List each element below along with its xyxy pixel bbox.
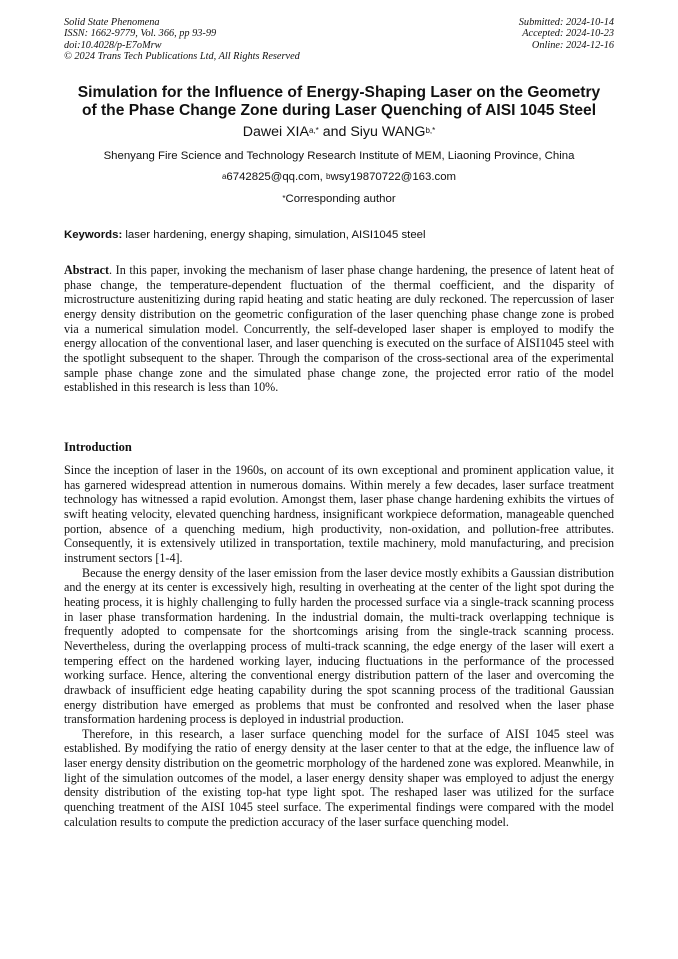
abstract-paragraph <box>64 263 614 395</box>
title-line-2: of the Phase Change Zone during Laser Quenching of AISI 1045 Steel <box>81 101 597 119</box>
abstract-label: Abstract <box>64 263 110 277</box>
author-wang-affil-mark: b,* <box>425 126 436 135</box>
email-a[interactable]: 6742825@qq.com, <box>226 171 327 183</box>
email-line <box>0 171 678 184</box>
abstract-section <box>64 263 614 395</box>
journal-name: Solid State Phenomena <box>64 17 160 28</box>
email-b[interactable]: wsy19870722@163.com <box>330 171 457 183</box>
keywords-line <box>64 229 614 242</box>
journal-info <box>64 17 300 63</box>
title-line-1: Simulation for the Influence of Energy-Shaping Laser on the Geometry <box>77 84 601 101</box>
author-wang: Siyu WANG <box>350 124 426 140</box>
journal-copyright: © 2024 Trans Tech Publications Ltd, All Rights Reserved <box>64 51 300 63</box>
affiliation: Shenyang Fire Science and Technology Research Institute of MEM, Liaoning Province, China <box>103 150 575 162</box>
corresponding-mark: * <box>282 194 286 203</box>
author-line <box>0 124 678 140</box>
keywords-label: Keywords: <box>64 229 123 241</box>
intro-paragraph-3: Therefore, in this research, a laser surface quenching model for the surface of AISI 1045 steel was established. By modifying the ratio of energy density at the laser center to that at the edge, the influence law of laser energy density distribution on the geometric morphology of the hardened zone was explored. Meanwhile, in light of the simulation outcomes of the model, a laser energy density shaper was employed to adjust the energy density distribution of the existing top-hat type light spot. The reshaped laser was utilized for the surface quenching treatment of the AISI 1045 steel surface. The experimental findings were compared with the model calculation results to compute the prediction accuracy of the laser surface quenching model. <box>64 726 614 829</box>
online-date: Online: 2024-12-16 <box>531 39 614 51</box>
paper-title <box>40 84 638 119</box>
introduction-section <box>64 463 614 829</box>
abstract-text: . In this paper, invoking the mechanism of laser phase change hardening, the presence of latent heat of phase change, the temperature-dependent fluctuation of the thermal coefficient, and the disparity of microstructure austenitizing during rapid heating and static heating are duly reckoned. The repercussion of laser energy density distribution on the geometric configuration of the laser quenching phase change zone is probed via a numerical simulation model. Concurrently, the self-developed laser shaper is employed to modify the energy allocation of the conventional laser, and laser quenching is executed on the surface of AISI1045 steel with the spotlight subsequent to the shaper. Through the comparison of the cross-sectional area of the experimental sample phase change zone and the simulated phase change zone, the projected error ratio of the model established in this research is less than 10%. <box>64 263 614 395</box>
journal-issn: ISSN: 1662-9779, Vol. 366, pp 93-99 <box>64 28 217 40</box>
intro-paragraph-2: Because the energy density of the laser emission from the laser device mostly exhibits a Gaussian distribution and the energy at its center is excessively high, resulting in overheating at the center of the light spot during the heating process, it is highly challenging to fully harden the processed surface via a single-track scanning process in laser phase transformation hardening. In the industrial domain, the multi-track overlapping technique is frequently adopted to compensate for the shortcomings arising from the single-track scanning process. Nevertheless, during the overlapping process of multi-track scanning, the edge energy of the laser will exert a tempering effect on the hardened working layer, inducing fluctuations in the performance of the processed working surface. Hence, altering the conventional energy distribution pattern of the laser and overcoming the drawback of insufficient edge heating capability during the spot scanning process of the traditional Gaussian energy distribution have emerged as problems that must be confronted and resolved when the laser phase transformation hardening process is deployed in industrial production. <box>64 565 614 727</box>
author-xia: Dawei XIA <box>242 124 309 140</box>
submitted-date: Submitted: 2024-10-14 <box>518 17 614 28</box>
email-b-mark: b <box>326 172 331 181</box>
intro-paragraph-1: Since the inception of laser in the 1960s, on account of its own exceptional and prominent application value, it has garnered widespread attention in numerous domains. Within merely a few decades, laser surface treatment technology has witnessed a rapid evolution. Amongst them, laser phase change hardening exhibits the virtues of swift heating velocity, elevated quenching hardness, insignificant workpiece deformation, manageable quenched portion, absence of a quenching medium, high productivity, non-oxidation, and pollution-free attributes. Consequently, it is extensively utilized in transportation, textile machinery, mold manufacturing, and precision instrument sectors [1-4]. <box>64 463 614 565</box>
author-connector: and <box>318 124 351 140</box>
keywords-text: laser hardening, energy shaping, simulation, AISI1045 steel <box>122 229 426 241</box>
introduction-heading: Introduction <box>64 440 132 454</box>
publication-dates <box>519 17 614 51</box>
email-a-mark: a <box>221 172 227 181</box>
corresponding-text: Corresponding author <box>285 193 396 205</box>
corresponding-author-note <box>0 193 678 206</box>
journal-doi: doi:10.4028/p-E7oMrw <box>64 39 162 51</box>
author-xia-affil-mark: a,* <box>308 126 319 135</box>
accepted-date: Accepted: 2024-10-23 <box>522 28 614 40</box>
